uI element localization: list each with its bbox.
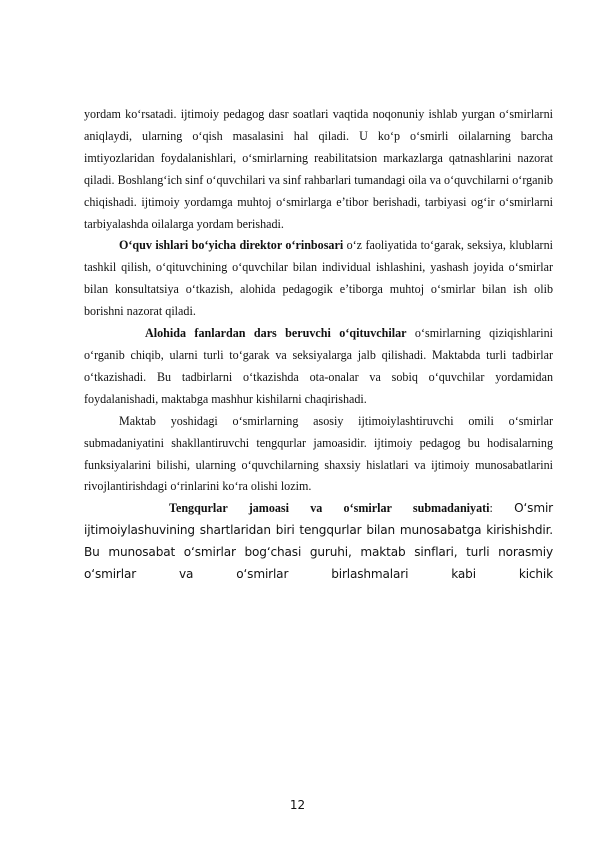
paragraph-1 bbox=[84, 104, 553, 235]
paragraph-3-text: o‘smirlarning qiziqishlarini o‘rganib chiqib, ularni turli to‘garak va seksiyalarga jalb qilishadi. Maktabda turli tadbirlar o‘tkazishadi. Bu tadbirlarni o‘tkazishda ota-onalar va sobiq o‘quvchilar yordamidan foydalanishadi, maktabga mashhur kishilarni chaqirishadi. bbox=[84, 326, 553, 406]
page-number: 12 bbox=[289, 798, 306, 812]
body-text bbox=[84, 104, 553, 586]
paragraph-5-heading: Tengqurlar jamoasi va o‘smirlar submadaniyati bbox=[169, 501, 490, 516]
paragraph-3-heading: Alohida fanlardan dars beruvchi o‘qituvchilar bbox=[145, 326, 407, 341]
paragraph-4 bbox=[84, 411, 553, 499]
paragraph-2-text: o‘z faoliyatida to‘garak, seksiya, klublarni tashkil qilish, o‘qituvchining o‘quvchilar bilan individual ishlashini, yashash joyida o‘smirlar bilan konsultatsiya o‘tkazish, alohida pedagogik e’tiborga muhtoj o‘smirlar bilan ish olib borishni nazorat qiladi. bbox=[84, 238, 553, 319]
paragraph-5 bbox=[84, 498, 553, 586]
paragraph-5-text: : bbox=[489, 501, 515, 516]
paragraph-4-text: Maktab yoshidagi o‘smirlarning asosiy ijtimoiylashtiruvchi omili o‘smirlar submadaniyatini shakllantiruvchi tengqurlar jamoasidir. ijtimoiy pedagog bu hodisalarning funksiyalarini bilishi, ularning o‘quvchilarning shaxsiy hislatlari va ijtimoiy munosabatlarini rivojlantirishdagi o‘rinlarini ko‘ra olishi lozim. bbox=[84, 413, 553, 494]
paragraph-5-continuation: O‘smir ijtimoiylashuvining shartlaridan biri tengqurlar bilan munosabatga kirishishdir. Bu munosabat o‘smirlar bog‘chasi guruhi, maktab sinflari, turli norasmiy o‘smirlar va o‘smirlar birlashmalari kabi kichik bbox=[84, 501, 553, 582]
paragraph-3 bbox=[84, 323, 553, 411]
paragraph-2 bbox=[84, 235, 553, 323]
paragraph-2-heading: O‘quv ishlari bo‘yicha direktor o‘rinbosari bbox=[119, 238, 344, 253]
paragraph-1-text: yordam ko‘rsatadi. ijtimoiy pedagog dasr soatlari vaqtida noqonuniy ishlab yurgan o‘smirlarni aniqlaydi, ularning o‘qish masalasini hal qiladi. U ko‘p o‘smirli oilalarning barcha imtiyozlaridan foydalanishlari, o‘smirlarning reabilitatsion markazlarga qatnashlarini nazorat qiladi. Boshlang‘ich sinf o‘quvchilari va sinf rahbarlari tumandagi oila va o‘quvchilarni o‘rganib chiqishadi. ijtimoiy yordamga muhtoj o‘smirlarga e’tibor berishadi, tarbiyasi og‘ir o‘smirlarni tarbiyalashda oilalarga yordam berishadi. bbox=[84, 107, 553, 231]
